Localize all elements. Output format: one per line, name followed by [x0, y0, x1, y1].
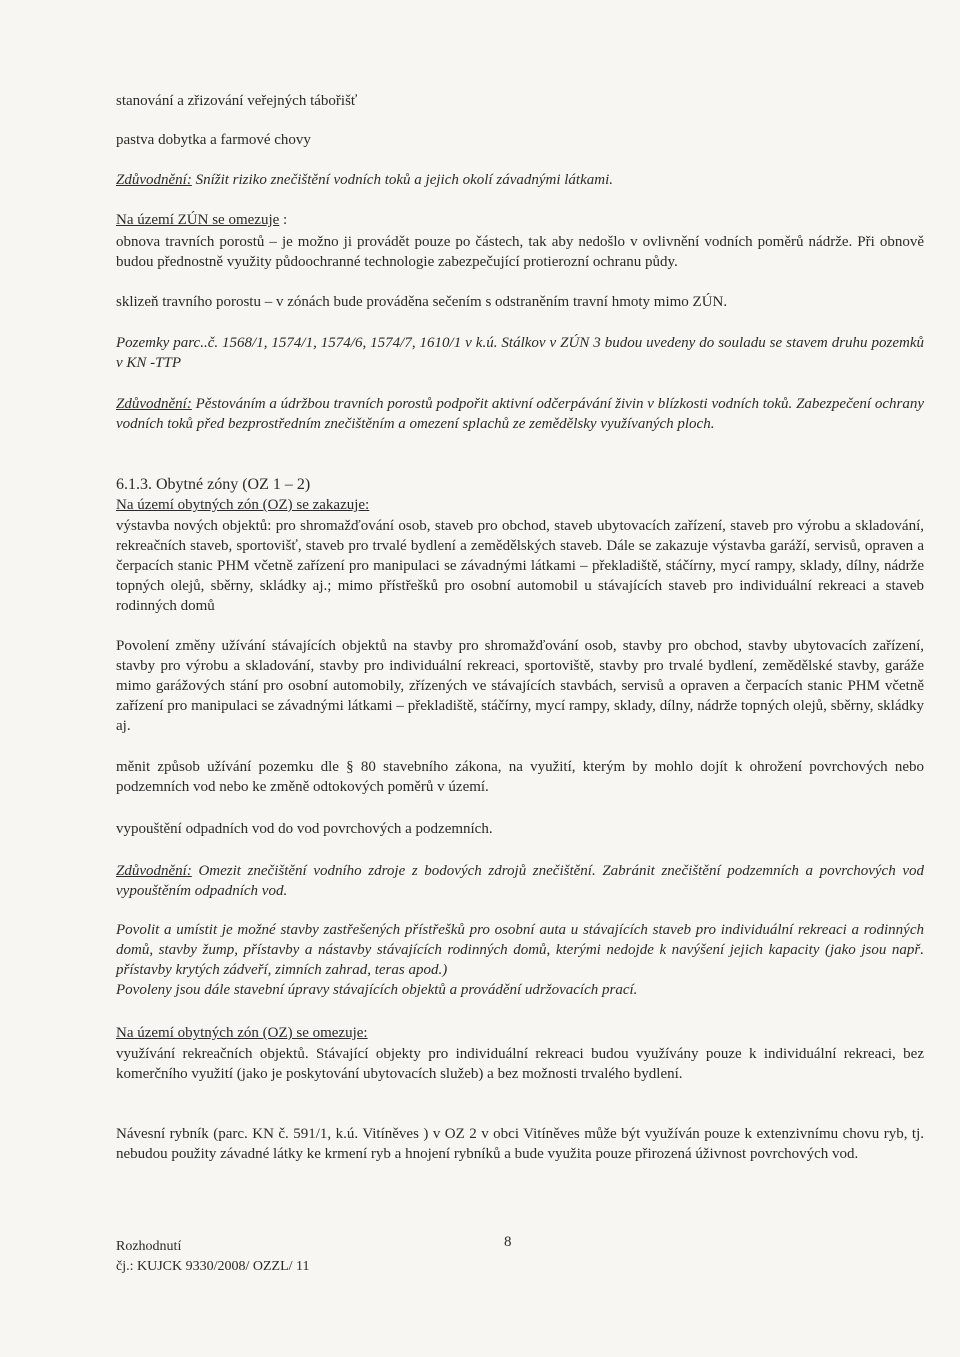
paragraph-parcels: Pozemky parc..č. 1568/1, 1574/1, 1574/6, 1574/7, 1610/1 v k.ú. Stálkov v ZÚN 3 budou uvedeny do souladu se stavem druhu pozemků v KN -TTP	[116, 335, 924, 371]
justification-label: Zdůvodnění:	[116, 396, 192, 412]
justification-text: Omezit znečištění vodního zdroje z bodových zdrojů znečištění. Zabránit znečištění podzemních a povrchových vod vypouštěním odpadních vod.	[116, 863, 924, 899]
paragraph-land-use: měnit způsob užívání pozemku dle § 80 stavebního zákona, na využití, kterým by mohlo dojít k ohrožení povrchových nebo podzemních vod nebo ke změně odtokových poměrů v území.	[116, 759, 924, 795]
section-number: 6.1.3.	[116, 476, 152, 493]
heading-text: Na území ZÚN se omezuje	[116, 212, 280, 228]
justification-1	[116, 170, 924, 190]
paragraph-grass-renewal: obnova travních porostů – je možno ji provádět pouze po částech, tak aby nedošlo v ovlivnění vodních poměrů nádrže. Při obnově budou přednostně využity půdoochranné technologie zabezpečující protierozní ochranu půdy.	[116, 234, 924, 270]
paragraph-camping: stanování a zřizování veřejných tábořišť	[116, 93, 358, 109]
restriction-heading-oz: Na území obytných zón (OZ) se omezuje:	[116, 1025, 368, 1041]
heading-colon: :	[279, 212, 288, 228]
paragraph-permit-change: Povolení změny užívání stávajících objektů na stavby pro shromažďování osob, stavby pro obchod, stavby ubytovacích zařízení, stavby pro výrobu a skladování, stavby pro individuální rekreaci, sportoviště, stavby pro trvalé bydlení, zemědělské stavby, garáže mimo garážových stání pro osobní automobily, zřízených ve stávajících stavbách, servisů a opraven a čerpacích stanic PHM včetně zařízení pro manipulaci se závadnými látkami – překladiště, stáčírny, mycí rampy, sklady, dílny, nádrže topných olejů, sběrny, skládky aj.	[116, 638, 924, 734]
paragraph-wastewater: vypouštění odpadních vod do vod povrchových a podzemních.	[116, 821, 493, 837]
paragraph-allowed-structures: Povolit a umístit je možné stavby zastřešených přístřešků pro osobní auta u stávajících staveb pro individuální rekreaci a rodinných domů, stavby žump, přístavby a nástavby stávajících rodinných domů, kterými nedojde k navýšení jejich kapacity (jako jsou např. přístavby krytých zádveří, zimních zahrad, teras apod.)	[116, 922, 924, 978]
section-title	[116, 475, 924, 495]
footer-reference: čj.: KUJCK 9330/2008/ OZZL/ 11	[116, 1259, 310, 1274]
paragraph-pond: Návesní rybník (parc. KN č. 591/1, k.ú. Vitíněves ) v OZ 2 v obci Vitíněves může být využíván pouze k extenzivnímu chovu ryb, tj. nebudou použity závadné látky ke krmení ryb a hnojení rybníků a bude využita pouze přirozená úživnost povrchových vod.	[116, 1126, 924, 1162]
paragraph-grazing: pastva dobytka a farmové chovy	[116, 132, 311, 148]
justification-2	[116, 394, 924, 434]
paragraph-grass-harvest: sklizeň travního porostu – v zónách bude prováděna sečením s odstraněním travní hmoty mimo ZÚN.	[116, 294, 728, 310]
justification-text: Snížit riziko znečištění vodních toků a jejich okolí závadnými látkami.	[191, 172, 613, 188]
justification-label: Zdůvodnění:	[116, 172, 192, 188]
justification-3	[116, 861, 924, 901]
page-number: 8	[504, 1234, 512, 1250]
footer-decision: Rozhodnutí	[116, 1239, 182, 1254]
paragraph-recreation: využívání rekreačních objektů. Stávající objekty pro individuální rekreaci budou využívány pouze k individuální rekreaci, bez komerčního využití (jako je poskytování ubytovacích služeb) a bez možnosti trvalého bydlení.	[116, 1046, 924, 1082]
paragraph-prohibition-list: výstavba nových objektů: pro shromažďování osob, staveb pro obchod, staveb ubytovacích zařízení, staveb pro výrobu a skladování, rekreačních staveb, sportovišť, staveb pro trvalé bydlení a zemědělských staveb. Dále se zakazuje výstavba garáží, servisů, opraven a čerpacích stanic PHM včetně zařízení pro manipulaci se závadnými látkami – překladiště, stáčírny, mycí rampy, sklady, dílny, nádrže topných olejů, sběrny, skládky aj.; mimo přístřešků pro osobní automobil u stávajících staveb pro individuální rekreaci a staveb rodinných domů	[116, 518, 924, 614]
restriction-heading-zun	[116, 210, 924, 230]
justification-text: Pěstováním a údržbou travních porostů podpořit aktivní odčerpávání živin v blízkosti vodních toků. Zabezpečení ochrany vodních toků před bezprostředním znečištěním a omezení splachů ze zemědělsky využívaných ploch.	[116, 396, 924, 432]
footer	[116, 1237, 310, 1277]
paragraph-allowed-repairs: Povoleny jsou dále stavební úpravy stávajících objektů a provádění udržovacích prací.	[116, 982, 638, 998]
section-name: Obytné zóny (OZ 1 – 2)	[152, 476, 311, 493]
prohibition-heading-oz: Na území obytných zón (OZ) se zakazuje:	[116, 497, 370, 513]
justification-label: Zdůvodnění:	[116, 863, 192, 879]
